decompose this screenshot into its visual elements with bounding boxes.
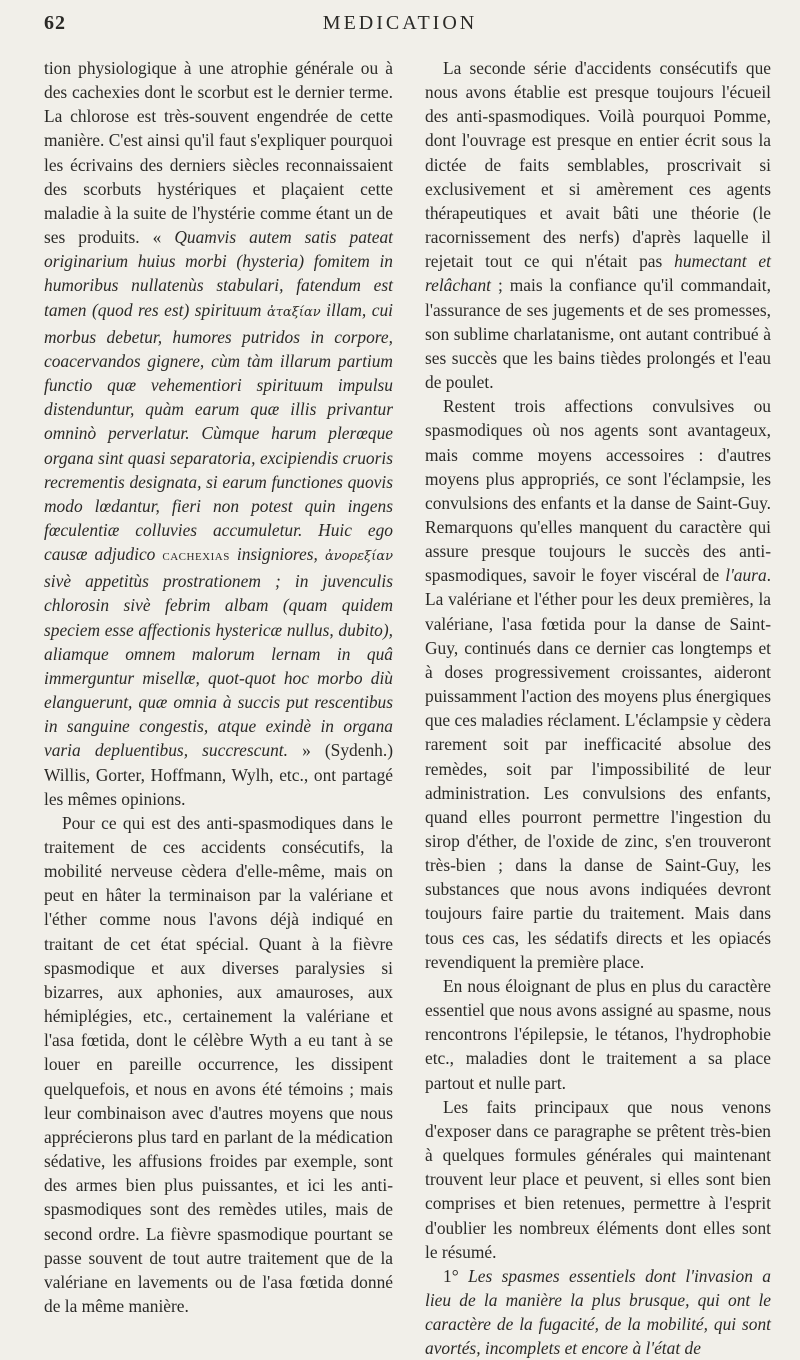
right-paragraph-4: Les faits principaux que nous venons d'exposer dans ce paragraphe se prêtent très-bien à quelques formules générales qui maintenant trouvent leur place et peuvent, si elles sont bien comprises et bien retenues, permettre à l'esprit d'oublier les nombreux éléments dont elles sont le résumé. xyxy=(425,1096,771,1262)
right-paragraph-1 xyxy=(425,56,771,394)
small-caps-word: cachexias xyxy=(162,548,230,565)
greek-word-1: ἀταξίαν xyxy=(266,304,321,320)
formula-text: Les spasmes essentiels dont l'invasion a lieu de la manière la plus brusque, qui ont le caractère de la fugacité, de la mobilité, qui sont avortés, incomplets et encore à l'état de xyxy=(425,1265,771,1359)
page-number: 62 xyxy=(44,12,66,34)
right-column xyxy=(425,56,771,1360)
page-header xyxy=(0,12,800,46)
latin-quote-4: sivè appetitùs prostrationem ; in juvenculis chlorosin sivè febrim albam (quam quidem speciem esse affectionis hystericæ nullus, dubito), aliamque omnem malorum lernam in quâ immerguntur misellæ, quot-quot hoc morbo diù elanguerunt, quæ omnia à succis put rescentibus in sanguine congestis, atque exindè in organa varia depluentibus, succrescunt. xyxy=(44,571,393,761)
right-p1-text-a: La seconde série d'accidents consécutifs que nous avons établie est presque toujours l'écueil des anti-spasmodiques. Voilà pourquoi Pomme, dont l'ouvrage est presque en entier écrit sous la dictée de faits semblables, proscrivait si exclusivement et si amèrement ces agents thérapeutiques et avait bâti une théorie (le racornissement des nerfs) d'après laquelle il rejetait tout ce qui n'était pas xyxy=(425,58,771,272)
left-p1-text-b: » (Sydenh.) Willis, Gorter, Hoffmann, Wylh, etc., ont partagé les mêmes opinions. xyxy=(44,740,393,809)
left-paragraph-2: Pour ce qui est des anti-spasmodiques dans le traitement de ces accidents consécutifs, la mobilité nerveuse cèdera d'elle-même, mais on peut en hâter la terminaison par la valériane et l'éther comme nous l'avons déjà indiqué en traitant de cet état spécial. Quant à la fièvre spasmodique et aux diverses paralysies si bizarres, aux aphonies, aux amauroses, aux hémiplégies, etc., certainement la valériane et l'asa fœtida, dont le célèbre Wyth a eu tant à se louer en pareille occurrence, les dissipent quelquefois, et nous en avons été témoins ; mais leur combinaison avec d'autres moyens que nous apprécierons plus tard en parlant de la médication sédative, les affusions froides par exemple, sont des armes bien plus puissantes, et ici les anti-spasmodiques sont des remèdes utiles, mais de second ordre. La fièvre spasmodique pourtant se passe souvent de tout autre traitement que de la valériane en lavements ou de l'asa fœtida donné de la même manière. xyxy=(44,812,393,1316)
running-title: MEDICATION xyxy=(322,12,478,34)
left-paragraph-1 xyxy=(44,56,393,811)
right-p1-text-b: ; mais la confiance qu'il commandait, l'assurance de ses jugements et de ses promesses, son sublime charlatanisme, ont autant contribué à ses succès que les bains tièdes prolongés et l'eau de poulet. xyxy=(425,275,771,393)
right-p2-text-a: Restent trois affections convulsives ou spasmodiques où nos agents sont avantageux, mais comme moyens accessoires : d'autres moyens plus appropriés, ce sont l'éclampsie, les convulsions des enfants et la danse de Saint-Guy. Remarquons qu'elles manquent du caractère qui assure presque toujours le succès des anti-spasmodiques, savoir le foyer viscéral de xyxy=(425,396,771,586)
latin-quote-2: illam, cui morbus debetur, humores putridos in corpore, coacervandos gignere, cùm tàm illarum partium functio quæ vehementiori spirituum impulsu distenduntur, quàm earum quæ illis privantur omninò perverlatur. Cùmque harum plerœque organa sint quasi separatoria, excipiendis cruoris recrementis designata, si earum functiones quovis modo lœdantur, fieri non potest quin ingens fœculentiæ colluvies accumuletur. Huic ego causæ adjudico xyxy=(44,299,393,565)
right-p2-text-b: . La valériane et l'éther pour les deux premières, la valériane, l'asa fœtida pour la danse de Saint-Guy, continués dans ce dernier cas longtemps et à doses progressivement croissantes, aideront puissamment l'action des moyens plus énergiques que ces maladies réclament. L'éclampsie y cèdera rarement soit par inefficacité absolue des remèdes, soit par l'impossibilité de leur administration. Les convulsions des enfants, quand elles pourront permettre l'ingestion du sirop d'éther, de l'oxide de zinc, s'en trouveront très-bien ; dans la danse de Saint-Guy, les substances que nous avons indiquées devront toujours faire partie du traitement. Mais dans tous ces cas, les sédatifs directs et les opiacés revendiquent la première place. xyxy=(425,565,771,972)
left-p1-text-a: tion physiologique à une atrophie générale ou à des cachexies dont le scorbut est le dernier terme. La chlorose est très-souvent engendrée de cette manière. C'est ainsi qu'il faut s'expliquer pourquoi les écrivains des derniers siècles reconnaissaient des scorbuts hystériques et plaçaient cette maladie à la suite de l'hystérie comme étant un de ses produits. « xyxy=(44,58,393,248)
right-p2-emphasis: l'aura xyxy=(725,565,767,586)
right-paragraph-5 xyxy=(425,1264,771,1360)
latin-quote-3: insigniores, xyxy=(229,544,325,565)
list-number: 1° xyxy=(443,1265,469,1286)
latin-quote-1: Quamvis autem satis pateat originarium huius morbi (hysteria) fomitem in humoribus nullatenùs stabulari, fatendum est tamen (quod res est) spirituum xyxy=(44,227,393,320)
greek-word-2: ἀνορεξίαν xyxy=(324,549,394,565)
right-paragraph-2 xyxy=(425,394,771,974)
right-p1-emphasis: humectant et relâchant xyxy=(425,251,771,296)
left-column xyxy=(44,56,393,1318)
right-paragraph-3: En nous éloignant de plus en plus du caractère essentiel que nous avons assigné au spasme, nous rencontrons l'épilepsie, le tétanos, l'hydrophobie etc., maladies dont le traitement a sa place partout et nulle part. xyxy=(425,975,771,1093)
